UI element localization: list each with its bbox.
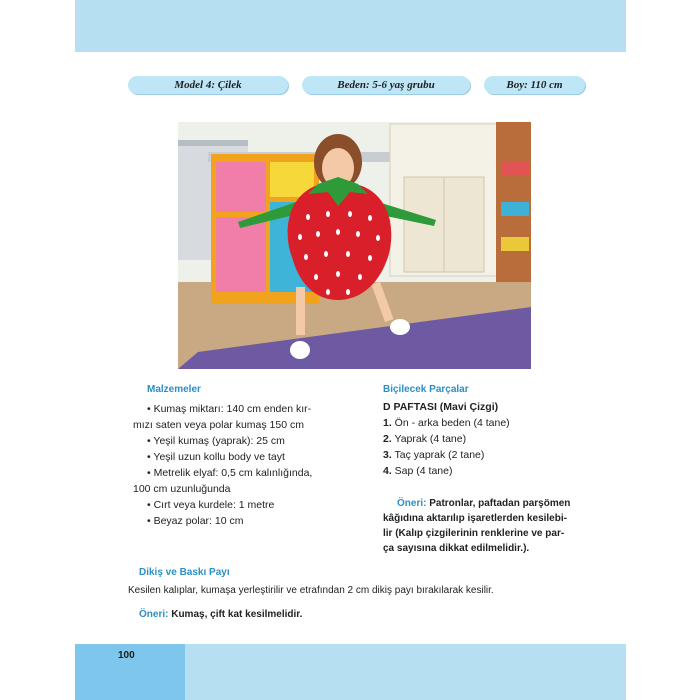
materials-title: Malzemeler [147,384,201,395]
height-label: Boy: 110 cm [506,79,563,91]
list-item: 3. Taç yaprak (2 tane) [383,449,485,461]
sewing-text: Kesilen kalıplar, kumaşa yerleştirilir ve etrafından 2 cm dikiş payı bırakılarak kesilir. [128,585,494,596]
top-color-band [75,0,626,52]
tip-label: Öneri: [139,609,169,620]
list-item: • Kumaş miktarı: 140 cm enden kır- [147,403,312,415]
size-label: Beden: 5-6 yaş grubu [337,79,435,91]
materials-list [133,401,312,529]
pattern-label: D PAFTASI (Mavi Çizgi) [383,401,499,413]
list-item: 1. Ön - arka beden (4 tane) [383,417,510,429]
list-item: 100 cm uzunluğunda [133,483,231,495]
list-item: • Cırt veya kurdele: 1 metre [147,499,275,511]
page-number: 100 [118,650,135,661]
costume-photo [178,122,531,369]
strawberry-costume-illustration [178,122,531,369]
list-item: • Metrelik elyaf: 0,5 cm kalınlığında, [147,467,313,479]
tip-label: Öneri: [397,498,427,509]
parts-list [383,399,510,479]
parts-title: Biçilecek Parçalar [383,384,469,395]
list-item: 2. Yaprak (4 tane) [383,433,467,445]
list-item: • Yeşil uzun kollu body ve tayt [147,451,285,463]
bottom-color-band [185,644,626,700]
parts-tip: Öneri: Patronlar, paftadan parşömen kâğıdına aktarılıp işaretlerden kesilebi- lir (Kalıp çizgilerinin renklerine ve par- ça sayısına dikkat edilmelidir.). [383,498,571,554]
list-item: mızı saten veya polar kumaş 150 cm [133,419,304,431]
sewing-title: Dikiş ve Baskı Payı [139,567,230,578]
size-tab [302,76,470,94]
list-item: 4. Sap (4 tane) [383,465,453,477]
height-tab [484,76,585,94]
list-item: • Yeşil kumaş (yaprak): 25 cm [147,435,285,447]
sewing-tip: Öneri: Kumaş, çift kat kesilmelidir. [139,609,303,620]
model-tab [128,76,288,94]
list-item: • Beyaz polar: 10 cm [147,515,244,527]
model-label: Model 4: Çilek [174,79,242,91]
